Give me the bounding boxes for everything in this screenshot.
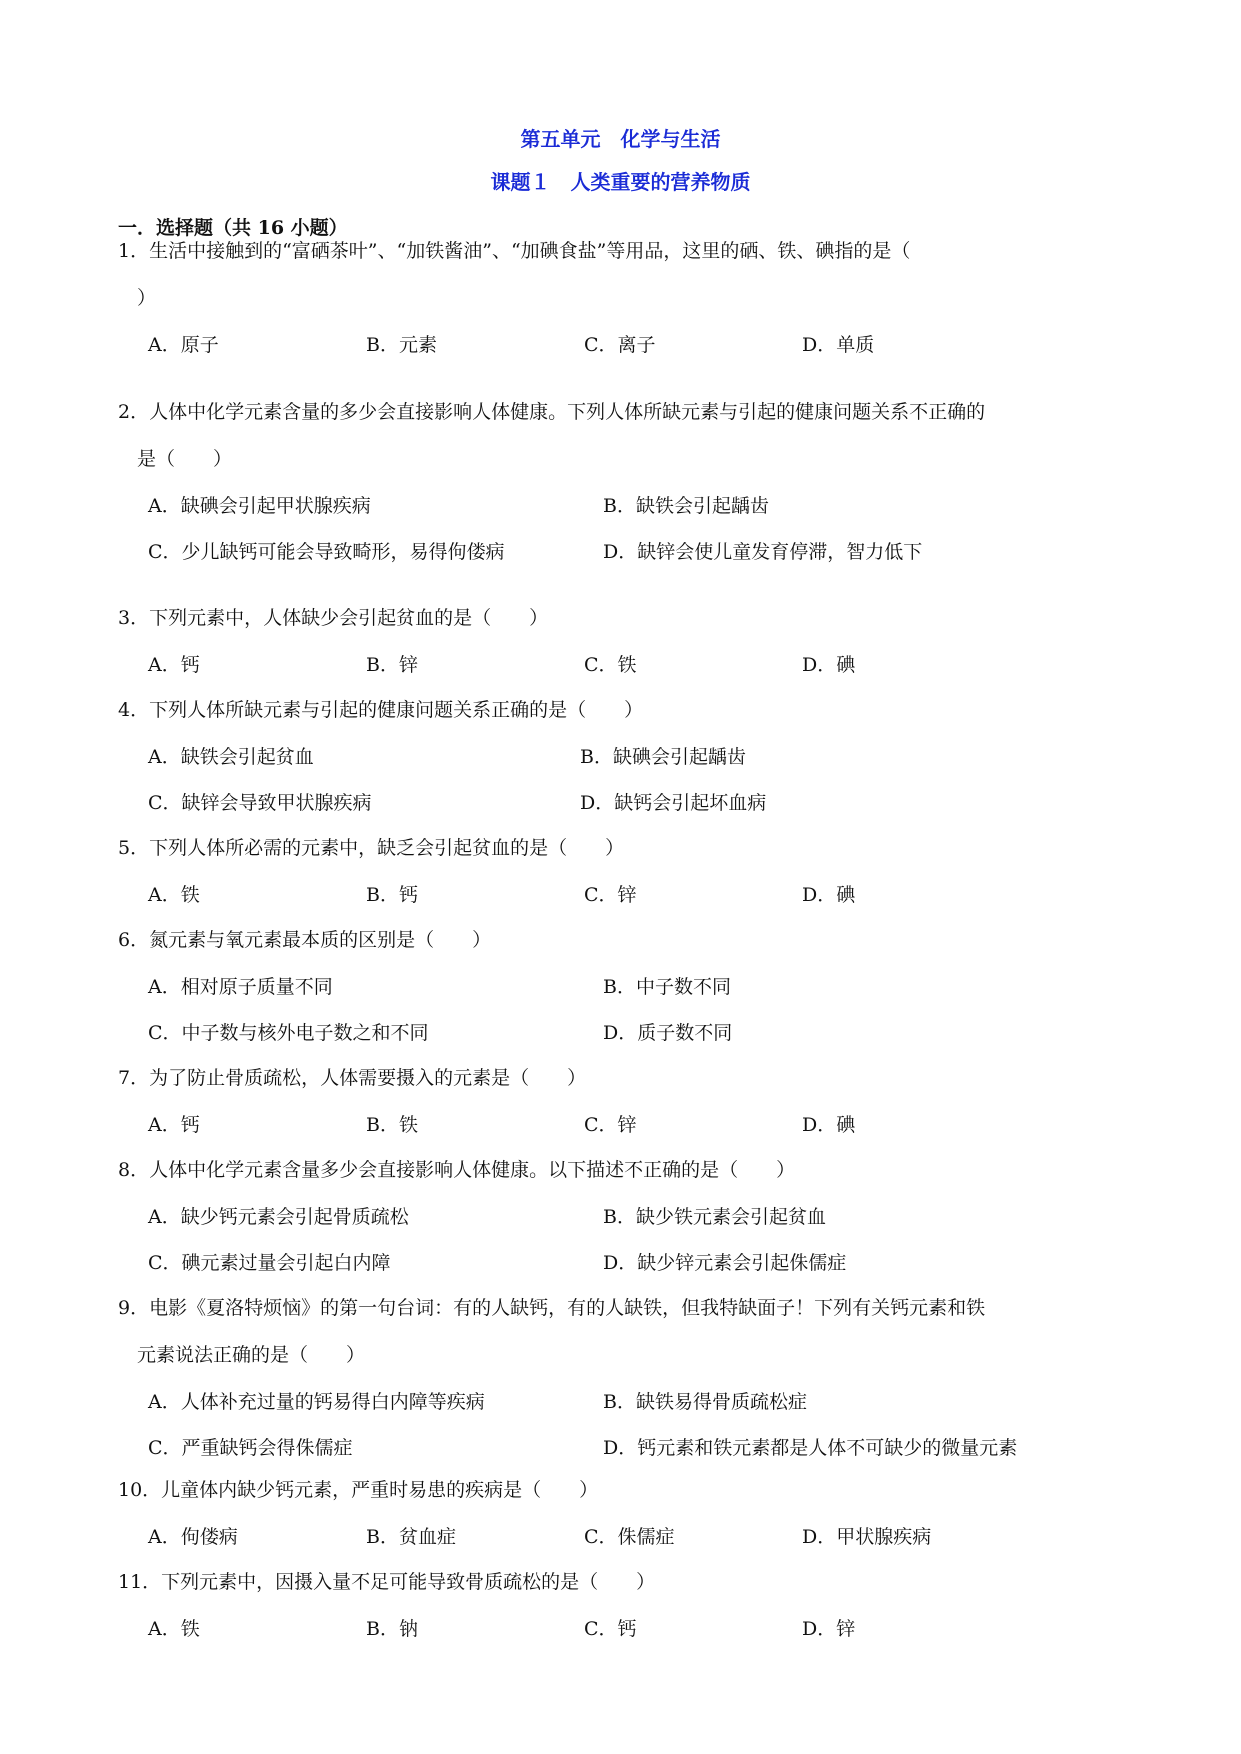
option-a: A．缺少钙元素会引起骨质疏松	[148, 1206, 409, 1228]
question-11	[118, 1559, 1128, 1652]
question-stem: 8．人体中化学元素含量多少会直接影响人体健康。以下描述不正确的是（ ）	[118, 1159, 796, 1181]
question-stem: 5．下列人体所必需的元素中，缺乏会引起贫血的是（ ）	[118, 837, 625, 859]
option-c: C．铁	[584, 654, 637, 676]
question-5	[118, 825, 1128, 918]
question-9	[118, 1285, 1128, 1471]
option-c: C．碘元素过量会引起白内障	[148, 1252, 391, 1274]
option-a: A．缺碘会引起甲状腺疾病	[148, 495, 371, 517]
option-a: A．铁	[148, 1618, 200, 1640]
lesson-title: 课题１ 人类重要的营养物质	[490, 170, 751, 194]
option-a: A．缺铁会引起贫血	[148, 746, 314, 768]
option-d: D．碘	[802, 654, 856, 676]
question-stem: 3．下列元素中，人体缺少会引起贫血的是（ ）	[118, 607, 549, 629]
option-b: B．钙	[366, 884, 418, 906]
question-6	[118, 917, 1128, 1056]
option-a: A．原子	[148, 334, 219, 356]
question-stem: 9．电影《夏洛特烦恼》的第一句台词：有的人缺钙，有的人缺铁，但我特缺面子！下列有关钙元素和铁 元素说法正确的是（ ）	[118, 1297, 986, 1366]
question-10	[118, 1467, 1128, 1560]
option-a: A．人体补充过量的钙易得白内障等疾病	[148, 1391, 485, 1413]
option-c: C．锌	[584, 1114, 637, 1136]
option-b: B．钠	[366, 1618, 418, 1640]
question-stem: 1．生活中接触到的“富硒茶叶”、“加铁酱油”、“加碘食盐”等用品，这里的硒、铁、碘指的是（ ）	[118, 240, 911, 309]
option-b: B．贫血症	[366, 1526, 456, 1548]
option-c: C．离子	[584, 334, 656, 356]
option-a: A．钙	[148, 1114, 200, 1136]
option-list	[148, 1606, 1128, 1652]
option-d: D．锌	[802, 1618, 856, 1640]
option-list	[148, 734, 1128, 826]
question-stem: 2．人体中化学元素含量的多少会直接影响人体健康。下列人体所缺元素与引起的健康问题关系不正确的 是（ ）	[118, 401, 986, 470]
option-a: A．铁	[148, 884, 200, 906]
option-a: A．佝偻病	[148, 1526, 238, 1548]
option-d: D．碘	[802, 884, 856, 906]
option-b: B．中子数不同	[603, 976, 731, 998]
option-list	[148, 1514, 1128, 1560]
question-8	[118, 1147, 1128, 1286]
option-list	[148, 964, 1128, 1056]
question-stem: 11．下列元素中，因摄入量不足可能导致骨质疏松的是（ ）	[118, 1571, 656, 1593]
option-d: D．缺钙会引起坏血病	[580, 792, 767, 814]
option-list	[148, 1194, 1128, 1286]
option-a: A．钙	[148, 654, 200, 676]
question-stem: 10．儿童体内缺少钙元素，严重时易患的疾病是（ ）	[118, 1479, 599, 1501]
question-3	[118, 595, 1128, 688]
option-b: B．缺碘会引起龋齿	[580, 746, 746, 768]
option-list	[148, 642, 1128, 688]
unit-title: 第五单元 化学与生活	[520, 127, 721, 151]
question-stem: 6．氮元素与氧元素最本质的区别是（ ）	[118, 929, 492, 951]
option-d: D．质子数不同	[603, 1022, 733, 1044]
option-d: D．单质	[802, 334, 875, 356]
option-d: D．甲状腺疾病	[802, 1526, 932, 1548]
question-stem: 7．为了防止骨质疏松，人体需要摄入的元素是（ ）	[118, 1067, 587, 1089]
option-d: D．碘	[802, 1114, 856, 1136]
option-list	[148, 872, 1128, 918]
option-c: C．锌	[584, 884, 637, 906]
option-b: B．缺少铁元素会引起贫血	[603, 1206, 826, 1228]
option-b: B．缺铁易得骨质疏松症	[603, 1391, 807, 1413]
option-b: B．缺铁会引起龋齿	[603, 495, 769, 517]
option-c: C．缺锌会导致甲状腺疾病	[148, 792, 372, 814]
option-c: C．严重缺钙会得侏儒症	[148, 1437, 353, 1459]
option-c: C．中子数与核外电子数之和不同	[148, 1022, 429, 1044]
question-7	[118, 1055, 1128, 1148]
option-a: A．相对原子质量不同	[148, 976, 333, 998]
section-title: 一．选择题（共 16 小题）	[118, 217, 348, 239]
question-2	[118, 389, 1128, 575]
option-d: D．缺锌会使儿童发育停滞，智力低下	[603, 541, 923, 563]
question-4	[118, 687, 1128, 826]
option-list	[148, 1379, 1128, 1471]
option-c: C．钙	[584, 1618, 637, 1640]
option-d: D．钙元素和铁元素都是人体不可缺少的微量元素	[603, 1437, 1018, 1459]
option-b: B．铁	[366, 1114, 418, 1136]
option-c: C．少儿缺钙可能会导致畸形，易得佝偻病	[148, 541, 505, 563]
option-list	[148, 322, 1128, 368]
option-b: B．元素	[366, 334, 437, 356]
option-list	[148, 483, 1128, 575]
question-stem: 4．下列人体所缺元素与引起的健康问题关系正确的是（ ）	[118, 699, 644, 721]
question-1	[118, 228, 1128, 368]
option-d: D．缺少锌元素会引起侏儒症	[603, 1252, 847, 1274]
option-b: B．锌	[366, 654, 418, 676]
option-c: C．侏儒症	[584, 1526, 675, 1548]
option-list	[148, 1102, 1128, 1148]
